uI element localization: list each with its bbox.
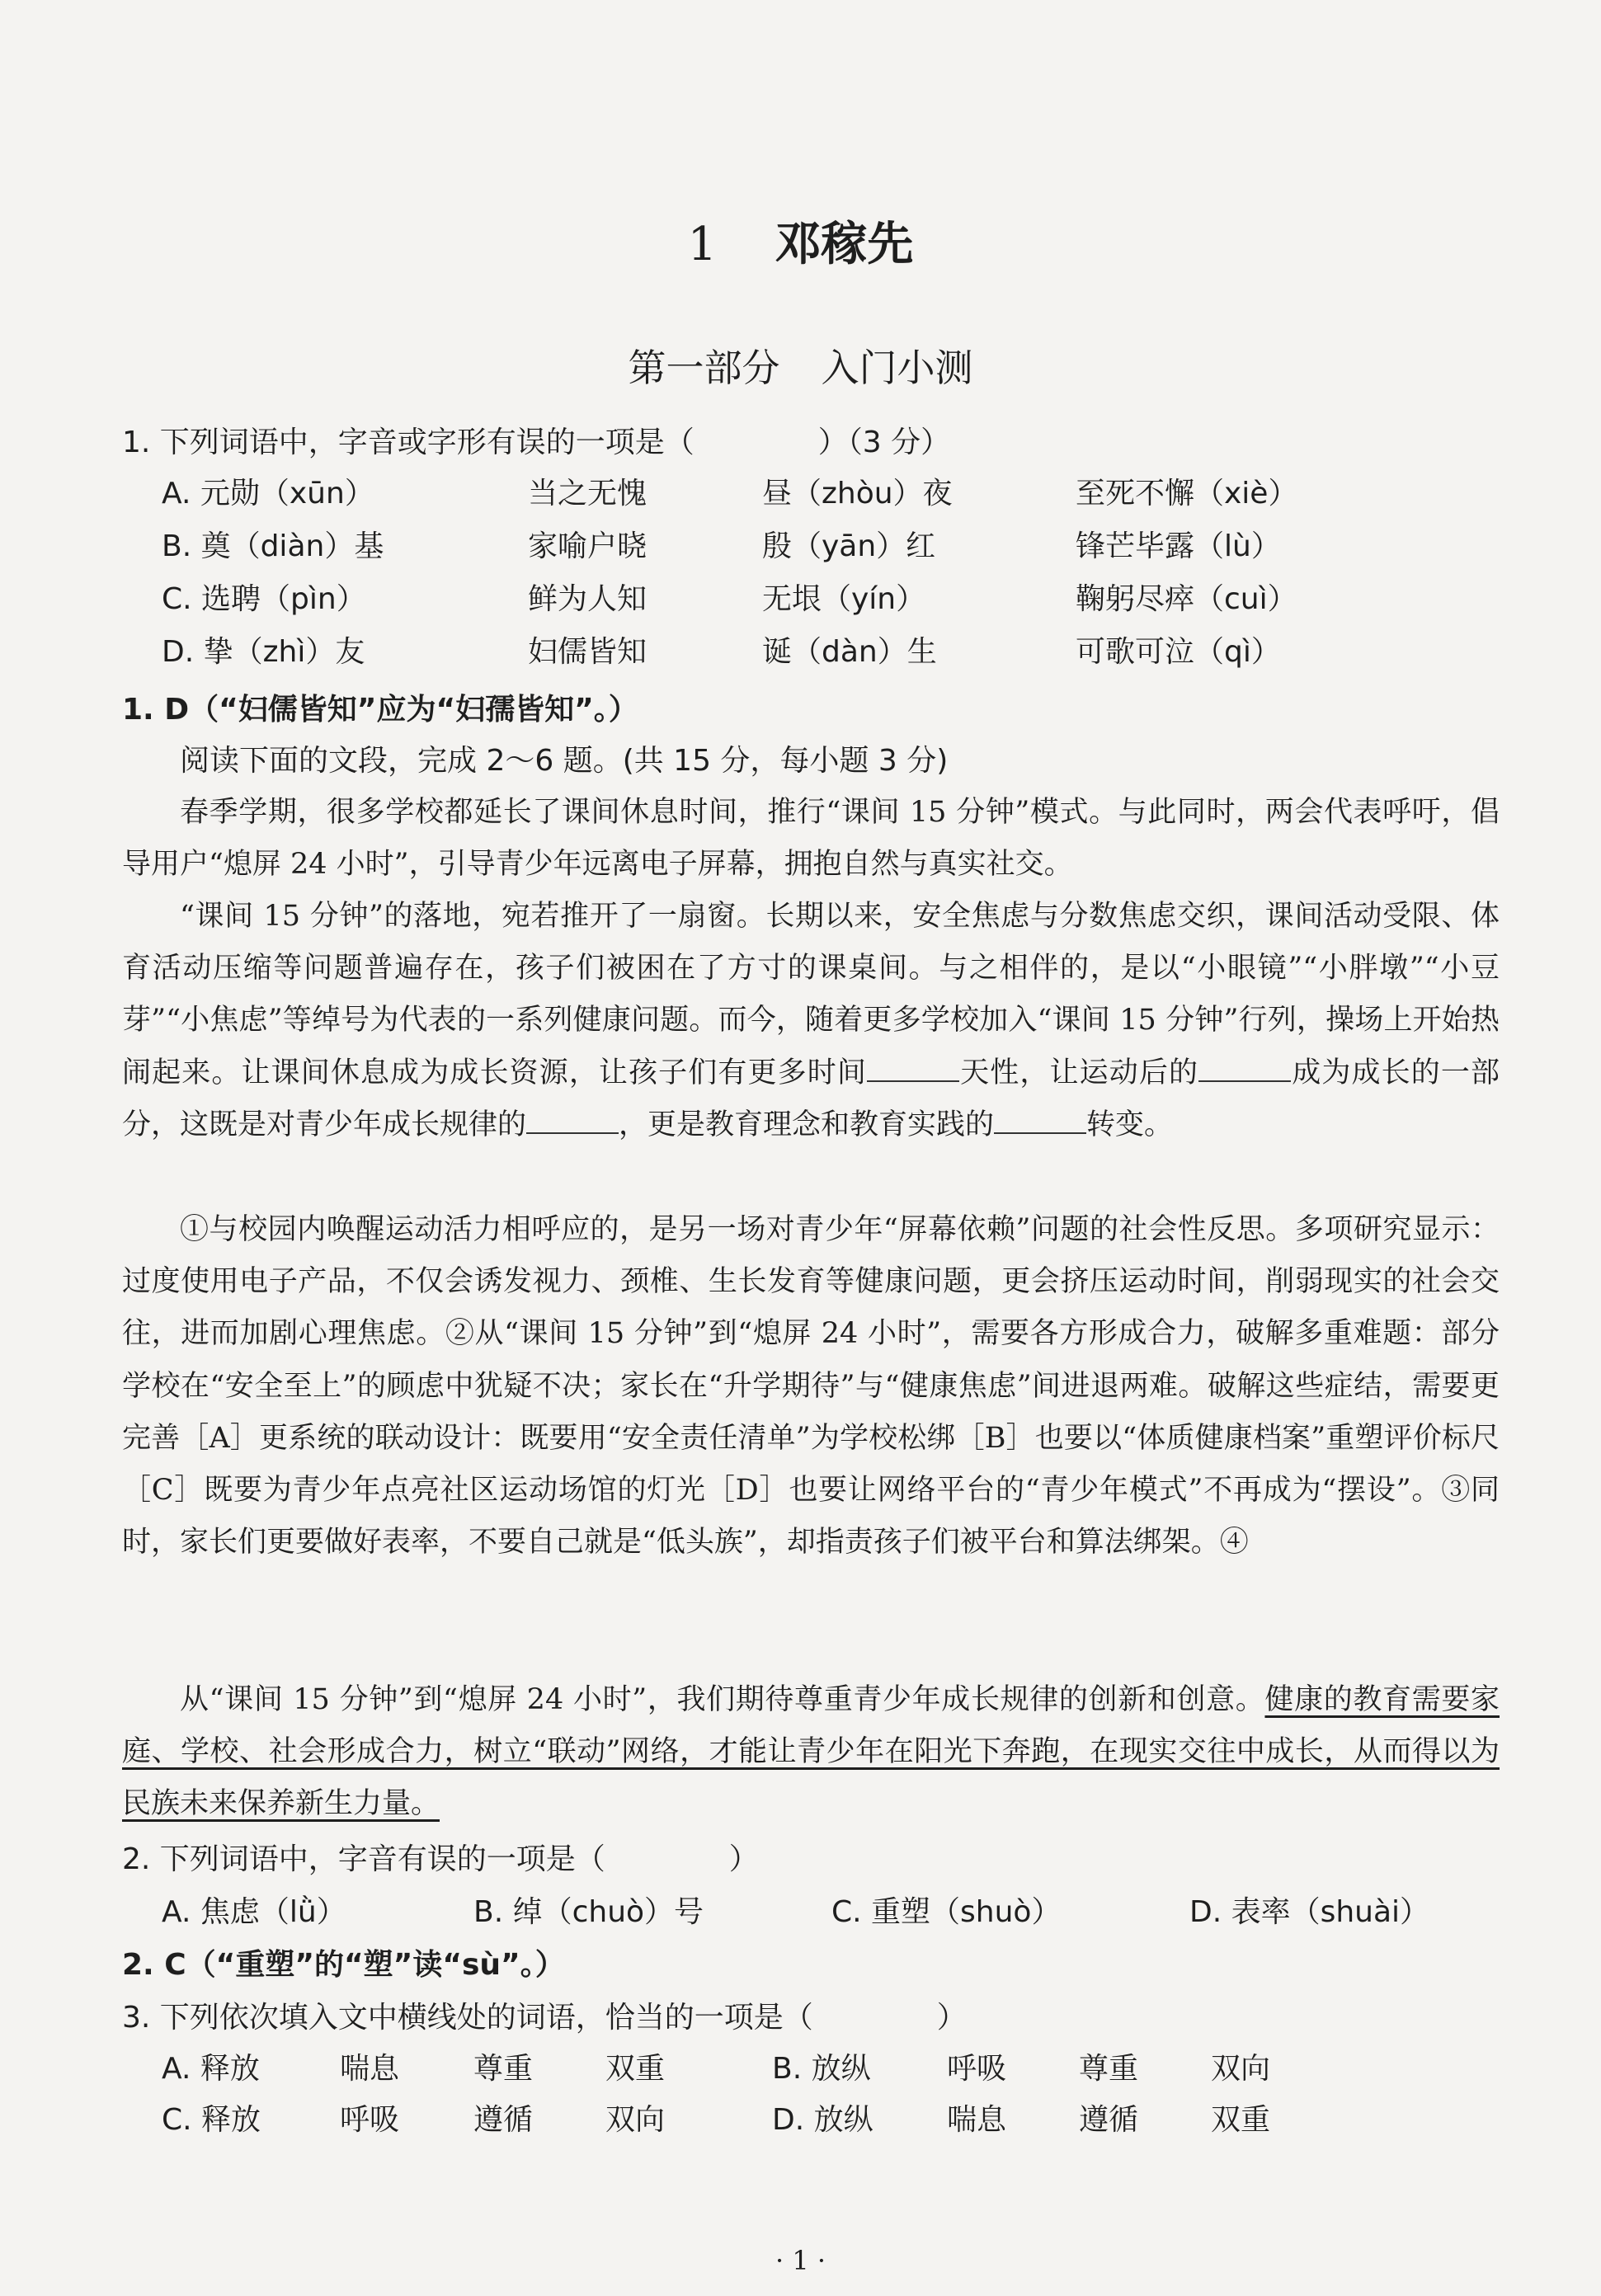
option-cell: 可歌可泣（qì） — [1076, 635, 1281, 669]
passage-paragraph-3: ①与校园内唤醒运动活力相呼应的，是另一场对青少年“屏幕依赖”问题的社会性反思。多项研究显示：过度使用电子产品，不仅会诱发视力、颈椎、生长发育等健康问题，更会挤压运动时间，削弱现实的社会交往，进而加剧心理焦虑。②从“课间 15 分钟”到“熄屏 24 小时”，需要各方形成合力，破解多重难题：部分学校在“安全至上”的顾虑中犹疑不决；家长在“升学期待”与“健康焦虑”间进退两难。破解这些症结，需要更完善［A］更系统的联动设计：既要用“安全责任清单”为学校松绑［B］也要以“体质健康档案”重塑评价标尺［C］既要为青少年点亮社区运动场馆的灯光［D］也要让网络平台的“青少年模式”不再成为“摆设”。③同时，家长们更要做好表率，不要自己就是“低头族”，却指责孩子们被平台和算法绑架。④ — [122, 1213, 1500, 1560]
option-cell: 昼（zhòu）夜 — [762, 477, 953, 510]
option-cell: 遵循 — [473, 2103, 534, 2137]
option-cell: A. 释放 — [162, 2052, 260, 2086]
option-cell: 诞（dàn）生 — [762, 635, 937, 669]
option-cell: 至死不懈（xiè） — [1076, 477, 1298, 510]
passage-paragraph-2 — [122, 891, 1500, 1151]
option-cell: D. 表率（shuài） — [1189, 1895, 1430, 1929]
option-cell: 遵循 — [1079, 2103, 1139, 2137]
option-cell: 双重 — [605, 2052, 666, 2086]
option-cell: 尊重 — [473, 2052, 534, 2086]
blank-4 — [994, 1108, 1086, 1134]
section-name: 入门小测 — [821, 346, 973, 390]
option-cell: 尊重 — [1079, 2052, 1139, 2086]
paragraph-2-text: “课间 15 分钟”的落地，宛若推开了一扇窗。长期以来，安全焦虑与分数焦虑交织，课间活动受限、体育活动压缩等问题普遍存在，孩子们被困在了方寸的课桌间。与之相伴的，是以“小眼镜”“小胖墩”“小豆芽”“小焦虑”等绰号为代表的一系列健康问题。而今，随着更多学校加入“课间 15 分钟”行列，操场上开始热闹起来。让课间休息成为成长资源，让孩子们有更多时间 — [122, 900, 1500, 1089]
question-1-answer: 1. D（“妇儒皆知”应为“妇孺皆知”。） — [122, 693, 638, 727]
question-3-paren: ） — [936, 2001, 967, 2035]
option-cell: 双向 — [605, 2103, 666, 2137]
option-cell: 鞠躬尽瘁（cuì） — [1076, 582, 1297, 616]
paragraph-2-text: ，更是教育理念和教育实践的 — [619, 1108, 995, 1141]
section-part: 第一部分 — [628, 346, 780, 390]
paragraph-2-text: 成为成长的一部分，这既是对青少年成长规律的 — [122, 1056, 1500, 1141]
question-1-text: 1. 下列词语中，字音或字形有误的一项是（ — [122, 426, 695, 459]
option-cell: D. 挚（zhì）友 — [162, 635, 365, 669]
passage-paragraph-1: 春季学期，很多学校都延长了课间休息时间，推行“课间 15 分钟”模式。与此同时，两会代表呼吁，倡导用户“熄屏 24 小时”，引导青少年远离电子屏幕，拥抱自然与真实社交。 — [122, 796, 1500, 882]
option-cell: 双重 — [1211, 2103, 1271, 2137]
option-cell: D. 放纵 — [772, 2103, 873, 2137]
option-cell: 呼吸 — [340, 2103, 400, 2137]
option-cell: C. 释放 — [162, 2103, 261, 2137]
question-2-paren: ） — [728, 1842, 759, 1876]
question-3-text: 3. 下列依次填入文中横线处的词语，恰当的一项是（ — [122, 2001, 813, 2035]
blank-2 — [1198, 1056, 1291, 1082]
reading-instructions: 阅读下面的文段，完成 2～6 题。(共 15 分，每小题 3 分) — [180, 744, 949, 778]
option-cell: A. 元勋（xūn） — [162, 477, 374, 510]
chapter-number: 1 — [687, 218, 718, 271]
question-1-stem — [122, 422, 950, 463]
option-cell: 喘息 — [947, 2103, 1007, 2137]
option-cell: 呼吸 — [947, 2052, 1007, 2086]
underlined-sentence: 健康的教育需要家庭、学校、社会形成合力，树立“联动”网络，才能让青少年在阳光下奔跑，在现实交往中成长，从而得以为民族未来保养新生力量。 — [122, 1683, 1500, 1821]
option-cell: 家喻户晓 — [528, 529, 647, 563]
paragraph-4-text: 从“课间 15 分钟”到“熄屏 24 小时”，我们期待尊重青少年成长规律的创新和创意。 — [180, 1683, 1265, 1716]
question-2-answer: 2. C（“重塑”的“塑”读“sù”。） — [122, 1948, 565, 1982]
option-cell: C. 选聘（pìn） — [162, 582, 366, 616]
option-cell: 殷（yān）红 — [762, 529, 936, 563]
option-cell: 鲜为人知 — [528, 582, 647, 616]
blank-1 — [867, 1056, 959, 1082]
option-cell: 无垠（yín） — [762, 582, 926, 616]
option-cell: B. 放纵 — [772, 2052, 871, 2086]
paragraph-2-text: 天性，让运动后的 — [959, 1056, 1199, 1089]
section-title — [0, 338, 1601, 393]
option-cell: A. 焦虑（lǜ） — [162, 1895, 346, 1929]
question-2-stem — [122, 1839, 759, 1880]
option-cell: 当之无愧 — [528, 477, 647, 510]
option-cell: 妇儒皆知 — [528, 635, 647, 669]
page-number: · 1 · — [775, 2245, 826, 2276]
blank-3 — [526, 1108, 619, 1134]
passage-paragraph-4 — [122, 1674, 1500, 1831]
option-cell: B. 绰（chuò）号 — [473, 1895, 704, 1929]
option-cell: 锋芒毕露（lù） — [1076, 529, 1281, 563]
option-cell: 双向 — [1211, 2052, 1271, 2086]
option-cell: B. 奠（diàn）基 — [162, 529, 384, 563]
option-cell: C. 重塑（shuò） — [831, 1895, 1062, 1929]
question-1-score: ）（3 分） — [817, 426, 951, 459]
question-3-stem — [122, 1997, 967, 2039]
chapter-title — [0, 208, 1601, 274]
paragraph-2-text: 转变。 — [1086, 1108, 1174, 1141]
option-cell: 喘息 — [340, 2052, 400, 2086]
question-2-text: 2. 下列词语中，字音有误的一项是（ — [122, 1842, 605, 1876]
chapter-name: 邓稼先 — [775, 218, 914, 271]
